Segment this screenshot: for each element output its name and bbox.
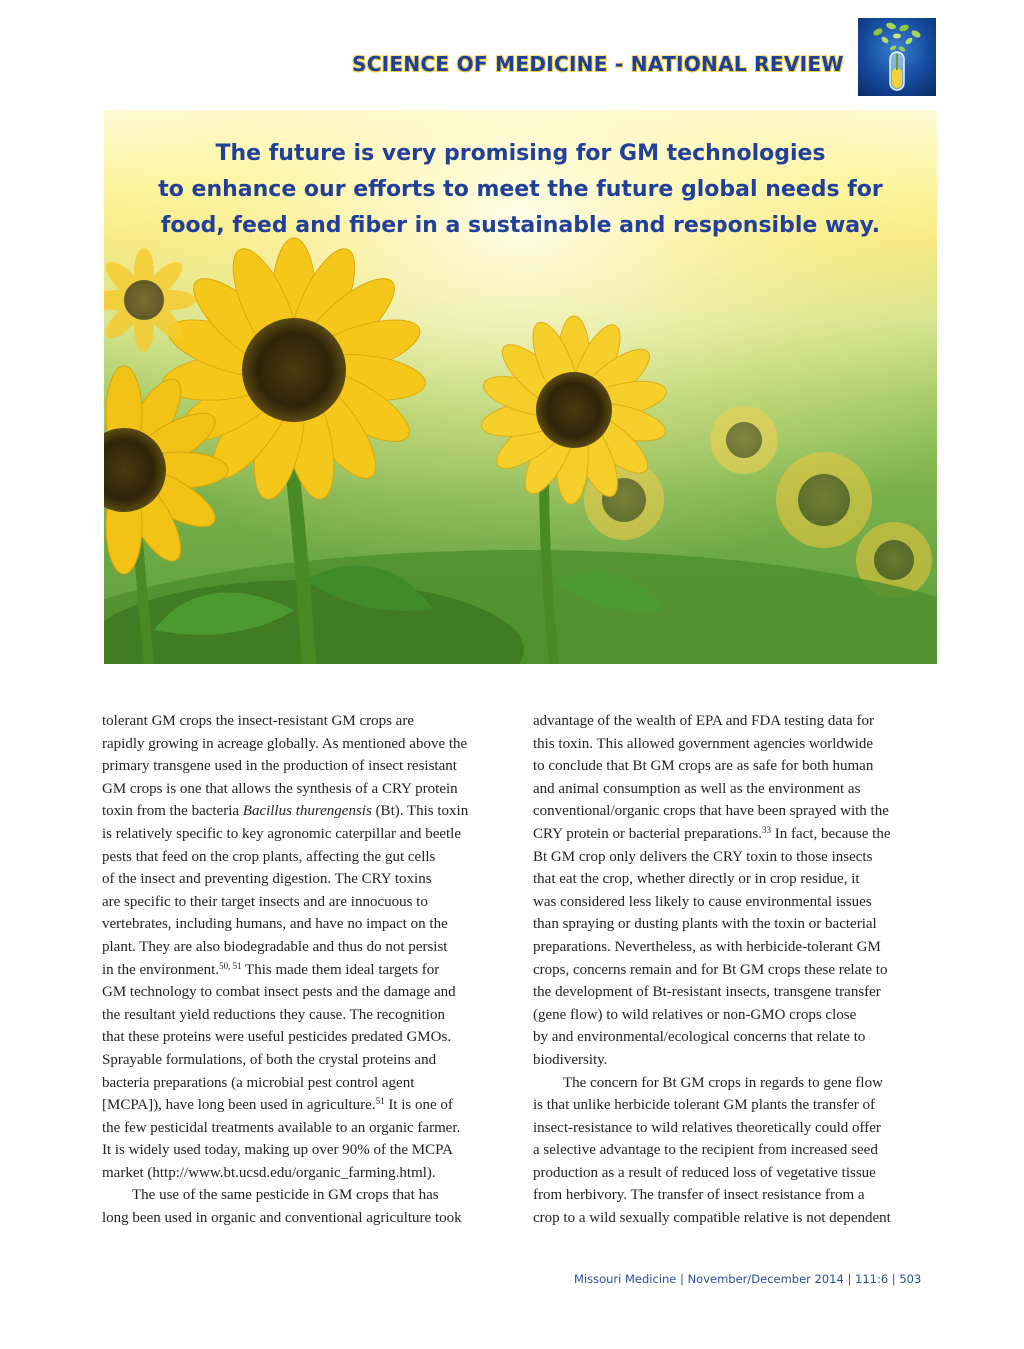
text-line: is relatively specific to key agronomic caterpillar and beetle: [102, 825, 462, 842]
pull-quote-line: The future is very promising for GM technologies: [215, 141, 826, 166]
text-line: advantage of the wealth of EPA and FDA testing data for: [533, 713, 875, 729]
text-line: are specific to their target insects and are innocuous to: [102, 893, 428, 910]
text-line: preparations. Nevertheless, as with herbicide-tolerant GM: [533, 938, 881, 955]
text-line: pests that feed on the crop plants, affecting the gut cells: [102, 848, 436, 865]
text-segment: This made them ideal targets for: [241, 961, 440, 978]
text-line: vertebrates, including humans, and have no impact on the: [102, 916, 448, 933]
text-line: from herbivory. The transfer of insect resistance from a: [533, 1187, 865, 1204]
journal-section-title: SCIENCE OF MEDICINE - NATIONAL REVIEW: [352, 52, 844, 76]
text-segment: in the environment.: [102, 961, 220, 978]
pull-quote: [104, 136, 937, 244]
text-line: Sprayable formulations, of both the crystal proteins and: [102, 1051, 437, 1068]
journal-logo: [858, 18, 936, 96]
page-footer: Missouri Medicine | November/December 2014 | 111:6 | 503: [574, 1272, 922, 1286]
text-segment: In fact, because the: [770, 825, 891, 842]
text-line: the development of Bt-resistant insects, transgene transfer: [533, 984, 881, 1001]
text-line: was considered less likely to cause environmental issues: [533, 893, 872, 910]
text-segment: It is one of: [384, 1097, 453, 1114]
article-column-left: [102, 710, 508, 1230]
text-line: the few pesticidal treatments available to an organic farmer.: [102, 1119, 461, 1136]
citation-superscript: 51: [375, 1096, 385, 1107]
text-line: that these proteins were useful pesticides predated GMOs.: [102, 1029, 452, 1046]
text-line: biodiversity.: [533, 1051, 608, 1068]
citation-superscript: 50, 51: [219, 960, 242, 971]
text-line: (gene flow) to wild relatives or non-GMO crops close: [533, 1006, 857, 1023]
text-line: by and environmental/ecological concerns that relate to: [533, 1029, 866, 1046]
text-line: primary transgene used in the production of insect resistant: [102, 758, 457, 775]
text-line: conventional/organic crops that have been sprayed with the: [533, 803, 889, 820]
text-line: bacteria preparations (a microbial pest control agent: [102, 1074, 415, 1091]
text-line: than spraying or dusting plants with the toxin or bacterial: [533, 916, 877, 933]
text-segment: [MCPA]), have long been used in agriculture.: [102, 1097, 376, 1114]
text-line: rapidly growing in acreage globally. As mentioned above the: [102, 735, 468, 752]
text-line: to conclude that Bt GM crops are as safe for both human: [533, 758, 874, 775]
species-name: Bacillus thurengensis: [242, 803, 372, 820]
text-line: [102, 959, 508, 982]
text-line: Bt GM crop only delivers the CRY toxin to those insects: [533, 848, 873, 865]
text-line: The concern for Bt GM crops in regards to gene flow: [563, 1074, 883, 1091]
text-line: crop to a wild sexually compatible relative is not dependent: [533, 1210, 891, 1227]
citation-superscript: 33: [761, 824, 771, 835]
text-segment: (Bt). This toxin: [371, 803, 469, 820]
article-column-right: [533, 710, 938, 1230]
text-line: crops, concerns remain and for Bt GM crops these relate to: [533, 961, 888, 978]
text-line: a selective advantage to the recipient from increased seed: [533, 1142, 878, 1159]
text-line: market (http://www.bt.ucsd.edu/organic_farming.html).: [102, 1164, 436, 1181]
text-line: [102, 800, 508, 823]
text-line: GM crops is one that allows the synthesis of a CRY protein: [102, 780, 458, 797]
text-line: tolerant GM crops the insect-resistant GM crops are: [102, 713, 414, 729]
text-line: GM technology to combat insect pests and the damage and: [102, 984, 456, 1001]
text-line: and animal consumption as well as the environment as: [533, 780, 861, 797]
text-line: The use of the same pesticide in GM crops that has: [132, 1187, 439, 1204]
pull-quote-line: food, feed and fiber in a sustainable and responsible way.: [160, 213, 881, 238]
text-line: that eat the crop, whether directly or in crop residue, it: [533, 871, 860, 888]
test-tube-sprout-logo-icon: [858, 18, 936, 96]
text-line: the resultant yield reductions they cause. The recognition: [102, 1006, 445, 1023]
pull-quote-line: to enhance our efforts to meet the future global needs for: [158, 177, 883, 202]
text-line: [102, 1094, 508, 1117]
text-line: long been used in organic and conventional agriculture took: [102, 1210, 462, 1227]
text-segment: toxin from the bacteria: [102, 803, 243, 820]
text-line: insect-resistance to wild relatives theoretically could offer: [533, 1119, 881, 1136]
hero-sunflower-image: [104, 110, 937, 664]
text-line: plant. They are also biodegradable and thus do not persist: [102, 938, 448, 955]
text-line: of the insect and preventing digestion. The CRY toxins: [102, 871, 432, 888]
text-segment: CRY protein or bacterial preparations.: [533, 825, 762, 842]
text-line: production as a result of reduced loss of vegetative tissue: [533, 1164, 876, 1181]
text-line: this toxin. This allowed government agencies worldwide: [533, 735, 874, 752]
text-line: It is widely used today, making up over 90% of the MCPA: [102, 1142, 453, 1159]
text-line: is that unlike herbicide tolerant GM plants the transfer of: [533, 1097, 875, 1114]
text-line: [533, 823, 938, 846]
